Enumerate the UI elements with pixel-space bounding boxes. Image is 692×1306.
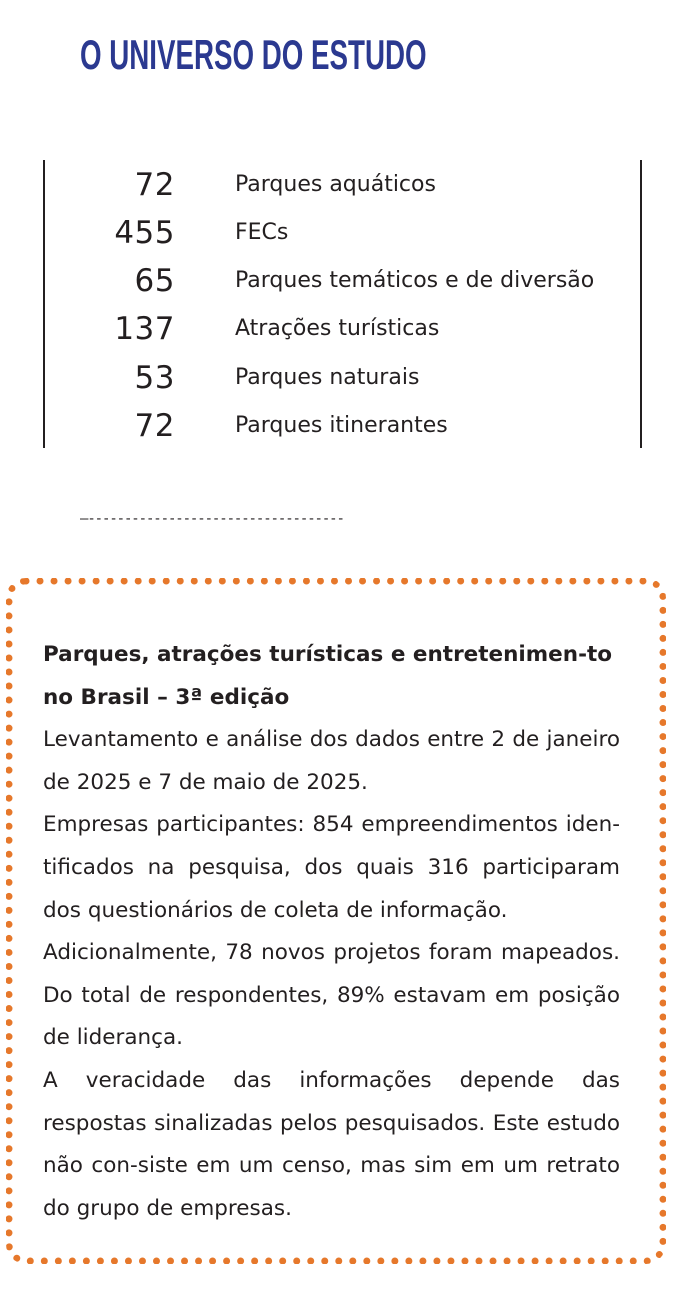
stat-label: Parques aquáticos <box>235 172 436 197</box>
study-paragraph: Empresas participantes: 854 empreendimentos iden-tificados na pesquisa, dos quais 316 participaram dos questionários de coleta de informação. <box>43 812 620 923</box>
page-title: O UNIVERSO DO ESTUDO <box>80 31 427 78</box>
stat-label: FECs <box>235 220 289 245</box>
stat-label: Atrações turísticas <box>235 316 440 341</box>
stat-value: 53 <box>134 360 175 396</box>
stat-row <box>45 402 640 450</box>
stat-label: Parques itinerantes <box>235 413 448 438</box>
stat-value: 137 <box>114 311 175 347</box>
stat-row <box>45 305 640 353</box>
stat-label: Parques temáticos e de diversão <box>235 268 595 293</box>
study-paragraph: Levantamento e análise dos dados entre 2 de janeiro de 2025 e 7 de maio de 2025. <box>43 727 620 795</box>
section-divider: —----------------------------------- <box>80 511 344 527</box>
stat-row <box>45 257 640 305</box>
study-title: Parques, atrações turísticas e entretenimen-to no Brasil – 3ª edição <box>43 642 613 710</box>
stat-row <box>45 209 640 257</box>
stats-panel <box>43 160 642 448</box>
stat-row <box>45 161 640 209</box>
study-paragraph: A veracidade das informações depende das respostas sinalizadas pelos pesquisados. Este estudo não con-siste em um censo, mas sim em um retrato do grupo de empresas. <box>43 1067 620 1221</box>
stat-value: 455 <box>114 215 175 251</box>
stat-value: 65 <box>134 263 175 299</box>
stat-value: 72 <box>134 167 175 203</box>
stat-value: 72 <box>134 408 175 444</box>
stat-label: Parques naturais <box>235 365 420 390</box>
study-info-text <box>43 634 620 1230</box>
stat-row <box>45 354 640 402</box>
study-paragraph: Adicionalmente, 78 novos projetos foram mapeados. Do total de respondentes, 89% estavam em posição de liderança. <box>43 940 620 1051</box>
